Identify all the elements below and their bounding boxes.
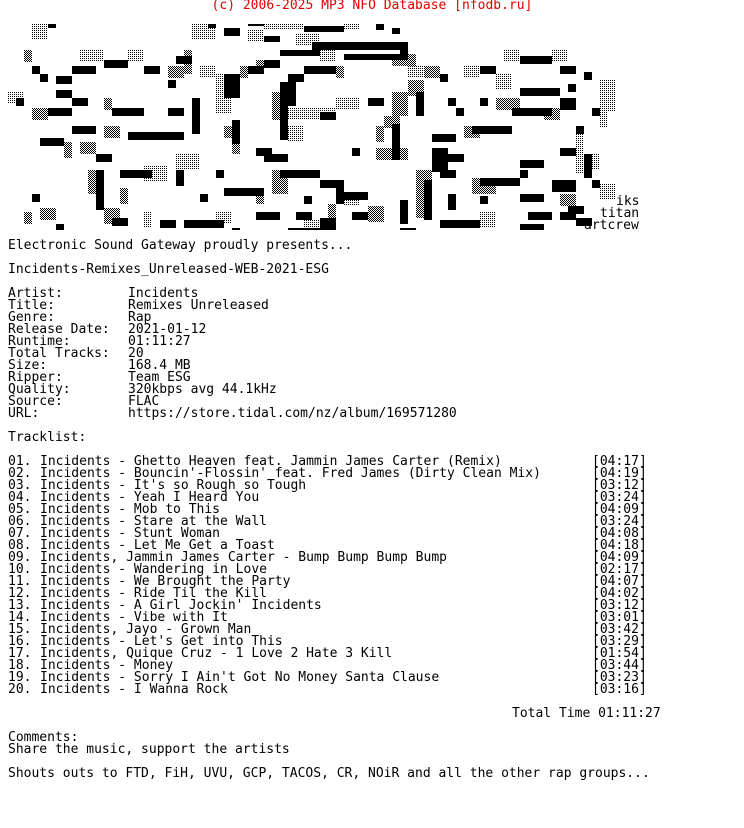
track-duration: [03:44] — [592, 658, 647, 673]
logo-block — [320, 112, 336, 120]
track-number: 18. — [8, 658, 32, 673]
logo-credit: titan — [600, 206, 640, 221]
logo-block — [216, 92, 224, 108]
track-title: Incidents - A Girl Jockin' Incidents — [40, 598, 322, 613]
logo-block — [72, 66, 96, 74]
info-value: Rap — [128, 310, 152, 325]
logo-block — [504, 50, 520, 62]
logo-block — [176, 170, 184, 186]
track-number: 17. — [8, 646, 32, 661]
track-title: Incidents, Jammin James Carter - Bump Bump Bump Bump — [40, 550, 447, 565]
track-title: Incidents - Mob to This — [40, 502, 221, 517]
info-label: Ripper: — [8, 370, 63, 385]
logo-block — [232, 138, 240, 154]
track-duration: [04:09] — [592, 550, 647, 565]
logo-block — [528, 212, 552, 220]
logo-block — [296, 212, 312, 220]
logo-block — [48, 24, 56, 28]
logo-block — [352, 148, 360, 156]
track-number: 12. — [8, 586, 32, 601]
logo-block — [448, 194, 456, 210]
info-label: Genre: — [8, 310, 55, 325]
logo-block — [40, 74, 48, 82]
info-label: Total Tracks: — [8, 346, 110, 361]
logo-block — [392, 28, 400, 34]
logo-block — [32, 24, 48, 40]
logo-block — [128, 132, 184, 140]
logo-block — [336, 188, 344, 204]
logo-block — [424, 180, 432, 220]
logo-block — [600, 108, 608, 128]
logo-block — [448, 98, 456, 106]
logo-block — [32, 108, 48, 120]
track-number: 07. — [8, 526, 32, 541]
logo-block — [496, 74, 512, 90]
logo-block — [288, 126, 304, 142]
info-value: Team ESG — [128, 370, 191, 385]
logo-credit: artcrew — [584, 218, 639, 233]
logo-block — [520, 194, 544, 202]
info-label: Release Date: — [8, 322, 110, 337]
logo-block — [480, 196, 488, 204]
logo-block — [144, 66, 160, 74]
track-number: 04. — [8, 490, 32, 505]
track-duration: [03:12] — [592, 478, 647, 493]
logo-block — [456, 108, 464, 116]
logo-block — [560, 148, 576, 156]
track-title: Incidents - Vibe with It — [40, 610, 228, 625]
logo-block — [432, 148, 448, 172]
copyright-link[interactable]: (c) 2006-2025 MP3 NFO Database [nfodb.ru] — [211, 0, 533, 13]
logo-block — [40, 138, 64, 146]
track-title: Incidents - Stunt Woman — [40, 526, 221, 541]
logo-block — [184, 50, 192, 74]
logo-block — [264, 36, 280, 42]
track-number: 15. — [8, 622, 32, 637]
track-duration: [03:29] — [592, 634, 647, 649]
logo-block — [576, 126, 584, 134]
track-duration: [04:07] — [592, 574, 647, 589]
logo-block — [352, 212, 368, 220]
logo-block — [336, 66, 344, 78]
logo-block — [480, 212, 496, 228]
logo-block — [520, 160, 544, 168]
logo-block — [56, 224, 64, 230]
logo-block — [264, 154, 288, 162]
logo-block — [104, 98, 112, 110]
logo-block — [216, 170, 224, 178]
logo-block — [344, 54, 408, 60]
logo-block — [328, 204, 336, 228]
track-title: Incidents - I Wanna Rock — [40, 682, 228, 697]
logo-block — [392, 92, 408, 116]
logo-block — [440, 220, 480, 228]
logo-block — [560, 66, 576, 74]
info-value: 2021-01-12 — [128, 322, 207, 337]
release-name: Incidents-Remixes_Unreleased-WEB-2021-ESG — [8, 262, 329, 277]
esg-ascii-logo — [0, 24, 660, 233]
track-title: Incidents - Stare at the Wall — [40, 514, 267, 529]
logo-block — [112, 218, 128, 226]
track-title: Incidents, Quique Cruz - 1 Love 2 Hate 3 Kill — [40, 646, 393, 661]
info-value: FLAC — [128, 394, 160, 409]
track-number: 01. — [8, 454, 32, 469]
track-duration: [04:02] — [592, 586, 647, 601]
logo-block — [480, 178, 520, 186]
logo-block — [480, 66, 496, 74]
comments-heading: Comments: — [8, 730, 79, 745]
track-number: 03. — [8, 478, 32, 493]
logo-block — [80, 142, 96, 154]
logo-block — [224, 28, 240, 36]
logo-block — [56, 90, 72, 98]
logo-block — [584, 72, 592, 80]
logo-block — [184, 220, 200, 228]
track-duration: [04:09] — [592, 502, 647, 517]
logo-block — [256, 188, 264, 204]
logo-block — [280, 92, 288, 140]
total-time: Total Time 01:11:27 — [512, 706, 661, 721]
logo-block — [48, 108, 72, 116]
logo-block — [248, 66, 264, 74]
presents-line: Electronic Sound Gateway proudly presents... — [8, 238, 353, 253]
logo-block — [520, 56, 552, 64]
logo-block — [264, 60, 280, 68]
logo-block — [520, 224, 544, 230]
track-duration: [03:23] — [592, 670, 647, 685]
logo-block — [192, 98, 200, 134]
logo-block — [336, 98, 360, 110]
logo-block — [208, 24, 216, 28]
logo-block — [520, 170, 528, 178]
logo-block — [552, 180, 576, 192]
track-duration: [03:42] — [592, 622, 647, 637]
logo-block — [304, 196, 312, 204]
logo-block — [368, 98, 384, 106]
logo-block — [240, 66, 248, 78]
track-duration: [03:12] — [592, 598, 647, 613]
track-duration: [02:17] — [592, 562, 647, 577]
track-duration: [03:01] — [592, 610, 647, 625]
logo-block — [544, 108, 560, 120]
info-value: 168.4 MB — [128, 358, 191, 373]
track-duration: [03:16] — [592, 682, 647, 697]
logo-block — [368, 206, 384, 222]
track-title: Incidents - Sorry I Ain't Got No Money Santa Clause — [40, 670, 440, 685]
logo-block — [200, 194, 208, 202]
logo-block — [24, 212, 32, 224]
logo-block — [304, 66, 336, 74]
logo-block — [552, 50, 568, 62]
logo-block — [400, 228, 416, 230]
logo-block — [280, 50, 320, 56]
logo-block — [248, 30, 264, 42]
info-label: Artist: — [8, 286, 63, 301]
track-title: Incidents - Ghetto Heaven feat. Jammin James Carter (Remix) — [40, 454, 502, 469]
info-value: 01:11:27 — [128, 334, 191, 349]
track-duration: [04:19] — [592, 466, 647, 481]
track-duration: [03:24] — [592, 490, 647, 505]
logo-block — [80, 50, 104, 62]
track-title: Incidents - Money — [40, 658, 174, 673]
logo-block — [304, 26, 344, 32]
track-number: 20. — [8, 682, 32, 697]
logo-block — [440, 170, 456, 178]
logo-block — [320, 180, 344, 188]
track-title: Incidents - It's so Rough so Tough — [40, 478, 307, 493]
info-value: Remixes Unreleased — [128, 298, 269, 313]
logo-block — [480, 98, 488, 106]
info-label: Runtime: — [8, 334, 71, 349]
track-duration: [04:18] — [592, 538, 647, 553]
logo-block — [176, 154, 200, 170]
logo-block — [520, 88, 560, 96]
track-number: 08. — [8, 538, 32, 553]
track-number: 06. — [8, 514, 32, 529]
logo-block — [200, 66, 216, 78]
logo-block — [96, 170, 104, 210]
info-label: Size: — [8, 358, 48, 373]
logo-block — [600, 80, 616, 112]
tracklist-heading: Tracklist: — [8, 430, 87, 445]
info-value: 320kbps avg 44.1kHz — [128, 382, 277, 397]
logo-block — [424, 66, 440, 78]
track-number: 19. — [8, 670, 32, 685]
info-label: Source: — [8, 394, 63, 409]
track-title: Incidents - Bouncin'-Flossin' feat. Fred James (Dirty Clean Mix) — [40, 466, 541, 481]
info-label: URL: — [8, 406, 40, 421]
logo-block — [120, 188, 128, 204]
info-value: Incidents — [128, 286, 199, 301]
album-url[interactable]: https://store.tidal.com/nz/album/169571280 — [128, 406, 457, 421]
logo-block — [312, 42, 408, 50]
track-number: 05. — [8, 502, 32, 517]
track-number: 11. — [8, 574, 32, 589]
track-duration: [04:17] — [592, 454, 647, 469]
logo-credit: iks — [616, 194, 640, 209]
logo-block — [40, 208, 56, 220]
logo-block — [232, 228, 240, 230]
logo-block — [168, 66, 184, 78]
track-number: 09. — [8, 550, 32, 565]
logo-block — [248, 24, 264, 26]
logo-block — [432, 134, 456, 142]
logo-block — [376, 24, 384, 30]
shouts-line: Shouts outs to FTD, FiH, UVU, GCP, TACOS, CR, NOiR and all the other rap groups... — [8, 766, 650, 781]
info-label: Quality: — [8, 382, 71, 397]
logo-block — [400, 200, 408, 224]
logo-block — [464, 66, 480, 78]
logo-block — [344, 194, 360, 206]
logo-block — [464, 126, 480, 138]
logo-block — [104, 60, 128, 68]
logo-block — [344, 24, 360, 30]
logo-block — [168, 80, 176, 88]
logo-block — [560, 212, 576, 220]
logo-block — [112, 108, 144, 116]
logo-block — [160, 220, 176, 228]
logo-block — [376, 126, 384, 142]
track-number: 13. — [8, 598, 32, 613]
logo-block — [416, 92, 424, 116]
track-title: Incidents, Jayo - Grown Man — [40, 622, 252, 637]
logo-block — [32, 194, 40, 202]
logo-block — [560, 98, 576, 110]
logo-block — [592, 180, 600, 188]
comments-text: Share the music, support the artists — [8, 742, 290, 757]
logo-block — [16, 98, 24, 106]
logo-block — [584, 154, 600, 170]
logo-block — [224, 126, 232, 138]
track-title: Incidents - Let Me Get a Toast — [40, 538, 275, 553]
logo-block — [216, 212, 232, 224]
logo-block — [144, 212, 152, 228]
logo-block — [168, 108, 184, 116]
track-number: 10. — [8, 562, 32, 577]
logo-block — [376, 148, 408, 160]
logo-block — [256, 212, 280, 220]
logo-block — [32, 66, 40, 74]
logo-block — [56, 76, 72, 84]
info-label: Title: — [8, 298, 55, 313]
logo-block — [144, 166, 168, 182]
logo-block — [320, 50, 336, 62]
logo-block — [72, 98, 88, 106]
logo-block — [560, 194, 576, 206]
logo-block — [288, 74, 304, 82]
track-title: Incidents - Let's Get into This — [40, 634, 283, 649]
logo-block — [600, 184, 616, 200]
logo-block — [72, 126, 96, 134]
logo-block — [128, 50, 144, 62]
track-title: Incidents - Yeah I Heard You — [40, 490, 260, 505]
logo-block — [280, 170, 320, 178]
track-duration: [01:54] — [592, 646, 647, 661]
logo-block — [24, 50, 32, 62]
track-number: 14. — [8, 610, 32, 625]
track-duration: [04:08] — [592, 526, 647, 541]
logo-block — [592, 108, 600, 116]
logo-block — [304, 220, 328, 230]
logo-block — [568, 84, 576, 92]
track-title: Incidents - We Brought the Party — [40, 574, 291, 589]
track-duration: [03:24] — [592, 514, 647, 529]
logo-block — [440, 74, 448, 82]
logo-block — [64, 142, 72, 158]
track-title: Incidents - Ride Til the Kill — [40, 586, 267, 601]
logo-block — [576, 134, 584, 174]
track-number: 02. — [8, 466, 32, 481]
info-value: 20 — [128, 346, 144, 361]
track-title: Incidents - Wandering in Love — [40, 562, 267, 577]
track-number: 16. — [8, 634, 32, 649]
logo-block — [96, 154, 112, 162]
logo-block — [448, 154, 464, 162]
logo-block — [264, 24, 304, 30]
logo-block — [104, 126, 120, 138]
